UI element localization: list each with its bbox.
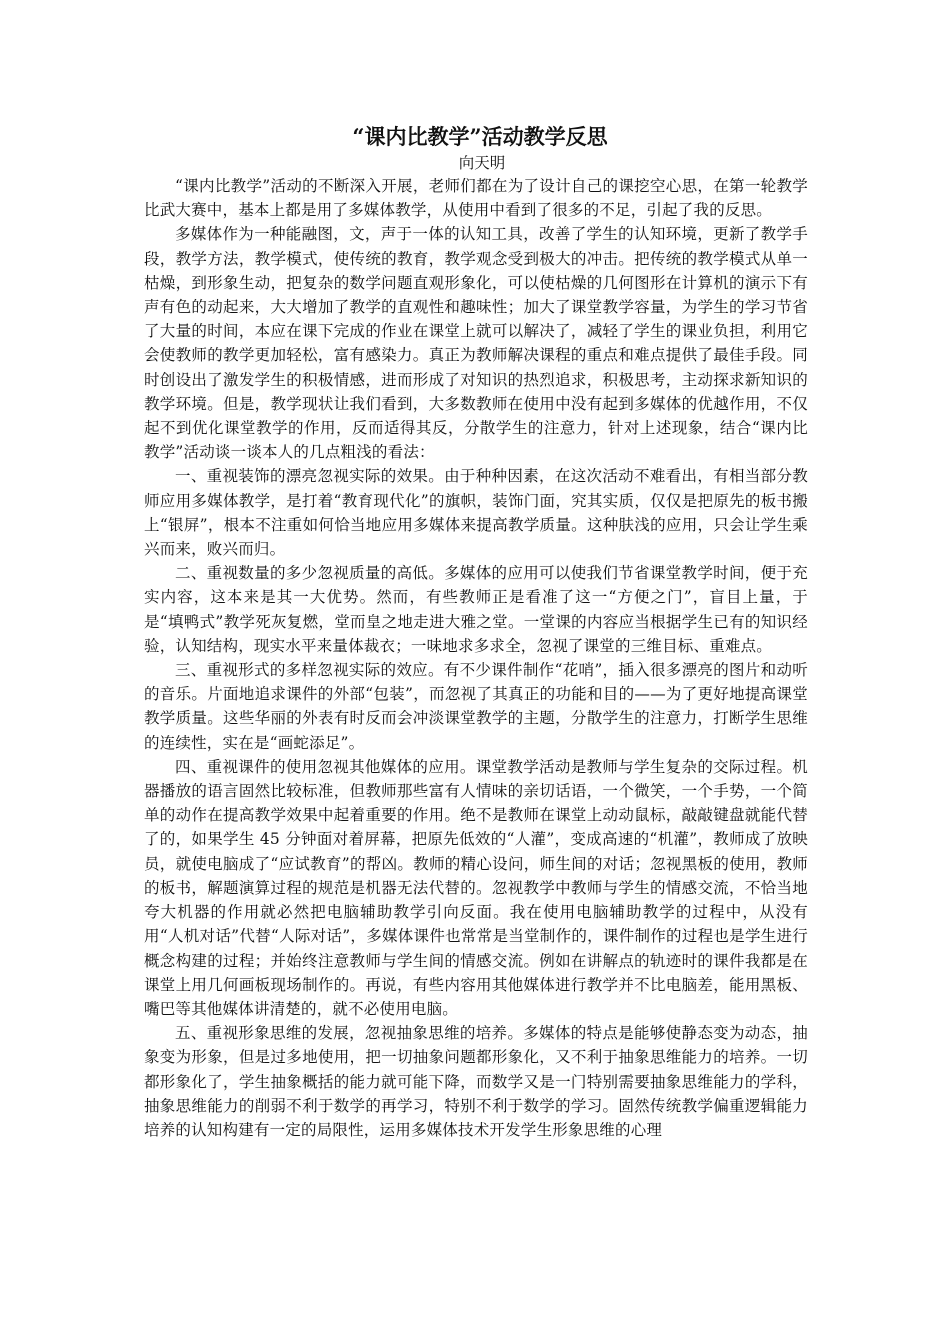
paragraph-point-three: 三、重视形式的多样忽视实际的效应。有不少课件制作“花哨”，插入很多漂亮的图片和动听的音乐。片面地追求课件的外部“包装”，而忽视了其真正的功能和目的——为了更好地提高课堂教学质量。这些华丽的外表有时反而会冲淡课堂教学的主题，分散学生的注意力，打断学生思维的连续性，实在是“画蛇添足”。 [144, 661, 808, 752]
paragraph-multimedia-overview: 多媒体作为一种能融图，文，声于一体的认知工具，改善了学生的认知环境，更新了教学手段，教学方法，教学模式，使传统的教育，教学观念受到极大的冲击。把传统的教学模式从单一枯燥，到形象生动，把复杂的数学问题直观形象化，可以使枯燥的几何图形在计算机的演示下有声有色的动起来，大大增加了教学的直观性和趣味性；加大了课堂教学容量，为学生的学习节省了大量的时间，本应在课下完成的作业在课堂上就可以解决了，减轻了学生的课业负担，利用它会使教师的教学更加轻松，富有感染力。真正为教师解决课程的重点和难点提供了最佳手段。同时创设出了激发学生的积极情感，进而形成了对知识的热烈追求，积极思考，主动探求新知识的教学环境。但是，教学现状让我们看到，大多数教师在使用中没有起到多媒体的优越作用，不仅起不到优化课堂教学的作用，反而适得其反，分散学生的注意力，针对上述现象，结合“课内比教学”活动谈一谈本人的几点粗浅的看法： [144, 225, 808, 462]
paragraph-point-five: 五、重视形象思维的发展，忽视抽象思维的培养。多媒体的特点是能够使静态变为动态，抽象变为形象，但是过多地使用，把一切抽象问题都形象化，又不利于抽象思维能力的培养。一切都形象化了，学生抽象概括的能力就可能下降，而数学又是一门特别需要抽象思维能力的学科，抽象思维能力的削弱不利于数学的再学习，特别不利于数学的学习。固然传统教学偏重逻辑能力培养的认知构建有一定的局限性，运用多媒体技术开发学生形象思维的心理 [144, 1024, 808, 1139]
document-page [144, 122, 808, 1142]
document-title: “课内比教学”活动教学反思 [352, 124, 608, 149]
document-author: 向天明 [458, 154, 506, 172]
paragraph-point-two: 二、重视数量的多少忽视质量的高低。多媒体的应用可以使我们节省课堂教学时间，便于充实内容，这本来是其一大优势。然而，有些教师正是看准了这一“方便之门”，盲目上量，于是“填鸭式”教学死灰复燃，堂而皇之地走进大雅之堂。一堂课的内容应当根据学生已有的知识经验，认知结构，现实水平来量体裁衣；一味地求多求全，忽视了课堂的三维目标、重难点。 [144, 564, 808, 655]
paragraph-point-four: 四、重视课件的使用忽视其他媒体的应用。课堂教学活动是教师与学生复杂的交际过程。机器播放的语言固然比较标准，但教师那些富有人情味的亲切话语，一个微笑，一个手势，一个简单的动作在提高教学效果中起着重要的作用。绝不是教师在课堂上动动鼠标，敲敲键盘就能代替了的，如果学生 45 分钟面对着屏幕，把原先低效的“人灌”，变成高速的“机灌”，教师成了放映员，就使电脑成了“应试教育”的帮凶。教师的精心设问，师生间的对话；忽视黑板的使用，教师的板书，解题演算过程的规范是机器无法代替的。忽视教学中教师与学生的情感交流，不恰当地夸大机器的作用就必然把电脑辅助教学引向反面。我在使用电脑辅助教学的过程中，从没有用“人机对话”代替“人际对话”，多媒体课件也常常是当堂制作的，课件制作的过程也是学生进行概念构建的过程；并始终注意教师与学生间的情感交流。例如在讲解点的轨迹时的课件我都是在课堂上用几何画板现场制作的。再说，有些内容用其他媒体进行教学并不比电脑差，能用黑板、嘴巴等其他媒体讲清楚的，就不必使用电脑。 [144, 757, 808, 1018]
paragraph-intro: “课内比教学”活动的不断深入开展，老师们都在为了设计自己的课挖空心思，在第一轮教学比武大赛中，基本上都是用了多媒体教学，从使用中看到了很多的不足，引起了我的反思。 [144, 177, 808, 220]
paragraph-point-one: 一、重视装饰的漂亮忽视实际的效果。由于种种因素，在这次活动不难看出，有相当部分教师应用多媒体教学，是打着“教育现代化”的旗帜，装饰门面，究其实质，仅仅是把原先的板书搬上“银屏”，根本不注重如何恰当地应用多媒体来提高教学质量。这种肤浅的应用，只会让学生乘兴而来，败兴而归。 [144, 467, 808, 559]
